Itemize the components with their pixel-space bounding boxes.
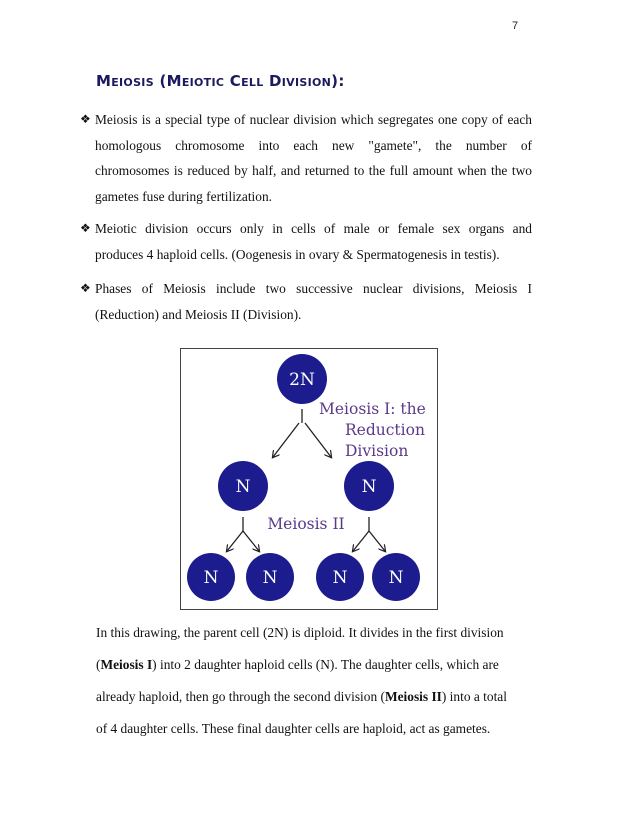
bullet-item — [80, 216, 532, 267]
haploid-cell-label: N — [361, 477, 377, 497]
paragraph-line: of 4 daughter cells. These final daughter cells are haploid, act as gametes. — [96, 721, 491, 736]
meiosis-one-label: Division — [345, 442, 409, 460]
diamond-bullet-icon: ❖ — [80, 112, 91, 126]
division-arrow — [369, 531, 385, 551]
division-arrow — [273, 423, 299, 457]
division-arrow — [243, 531, 259, 551]
bullet-line: produces 4 haploid cells. (Oogenesis in ovary & Spermatogenesis in testis). — [95, 246, 500, 262]
meiosis-one-label: Reduction — [345, 421, 425, 439]
gamete-cell-label: N — [262, 568, 278, 588]
paragraph-text: ( — [96, 657, 101, 672]
page-number: 7 — [512, 20, 519, 32]
gamete-cell-label: N — [203, 568, 219, 588]
bullet-line: chromosomes is reduced by half, and returned to the full amount when the two — [95, 163, 532, 178]
bullet-line: gametes fuse during fertilization. — [95, 188, 272, 204]
bullet-line: homologous chromosome into each new "gamete", the number of — [95, 137, 532, 153]
gamete-cell-label: N — [388, 568, 404, 588]
meiosis-two-label: Meiosis II — [267, 515, 345, 533]
bullet-item — [80, 276, 532, 327]
division-arrow — [305, 423, 331, 457]
diamond-bullet-icon: ❖ — [80, 221, 91, 235]
bullet-line: Meiosis is a special type of nuclear division which segregates one copy of each — [95, 112, 532, 127]
paragraph-text: ) into 2 daughter haploid cells (N). The daughter cells, which are — [152, 657, 499, 672]
meiosis-diagram — [180, 348, 438, 610]
haploid-cell-label: N — [235, 477, 251, 497]
section-heading: Meiosis (Meiotic Cell Division): — [96, 72, 345, 90]
gamete-cell-label: N — [332, 568, 348, 588]
paragraph-line — [96, 649, 520, 681]
bullet-item — [80, 107, 532, 209]
meiosis-diagram-svg — [181, 349, 437, 609]
division-arrow — [353, 531, 369, 551]
paragraph-text: already haploid, then go through the second division ( — [96, 689, 385, 704]
bullet-line: Meiotic division occurs only in cells of male or female sex organs and — [95, 221, 532, 236]
explanation-paragraph — [96, 617, 520, 745]
bullet-line: Phases of Meiosis include two successive nuclear divisions, Meiosis I — [95, 281, 532, 296]
parent-cell-label: 2N — [289, 370, 315, 390]
division-arrow — [227, 531, 243, 551]
meiosis-one-label: Meiosis I: the — [319, 400, 426, 418]
paragraph-text: ) into a total — [441, 689, 507, 704]
paragraph-line — [96, 681, 520, 713]
bullet-line: (Reduction) and Meiosis II (Division). — [95, 306, 302, 322]
paragraph-line: In this drawing, the parent cell (2N) is diploid. It divides in the first division — [96, 625, 504, 640]
paragraph-bold-term: Meiosis I — [100, 657, 153, 672]
diamond-bullet-icon: ❖ — [80, 281, 91, 295]
paragraph-bold-term: Meiosis II — [384, 689, 442, 704]
